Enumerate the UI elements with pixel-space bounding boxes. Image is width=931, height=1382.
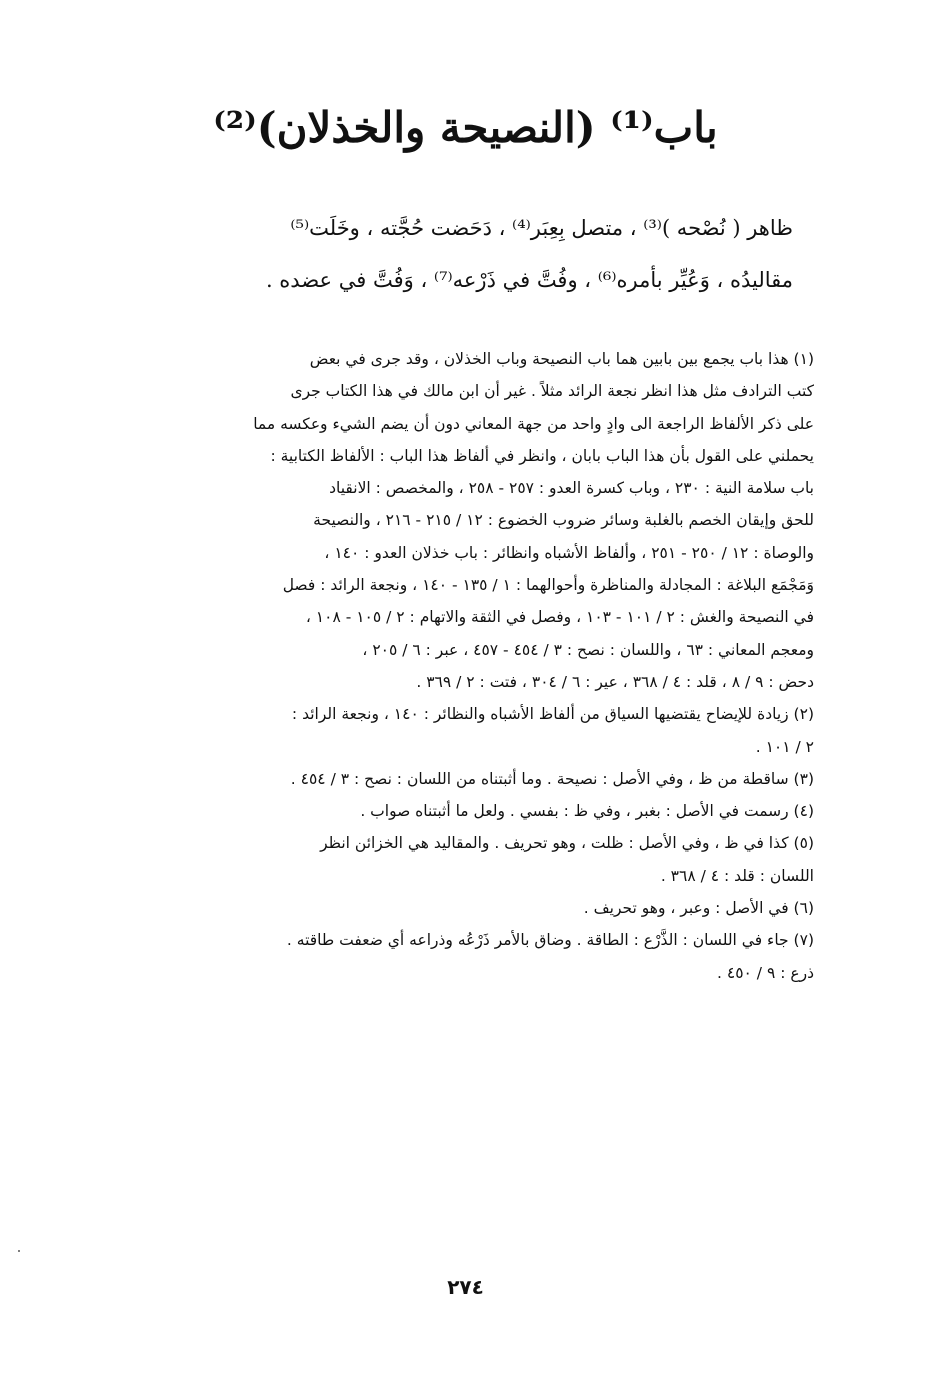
main-text-line: ظاهر ( نُصْحه )⁽³⁾ ، متصل بِعِبَر⁽⁴⁾ ، دَحَضت حُجَّته ، وخَلَت⁽⁵⁾ (290, 216, 793, 240)
footnote-line: ومعجم المعاني : ٦٣ ، واللسان : نصح : ٣ / ٤٥٤ - ٤٥٧ ، عبر : ٦ / ٢٠٥ ، (362, 640, 814, 659)
footnote-line: ٢ / ١٠١ . (755, 737, 814, 756)
page-number: ٢٧٤ (447, 1275, 484, 1299)
footnote-line: على ذكر الألفاظ الراجعة الى وادٍ واحد من جهة المعاني دون أن يضم الشيء وعكسه مما (253, 414, 814, 433)
footnote-line: يحملني على القول بأن هذا الباب بابان ، وانظر في ألفاظ هذا الباب : الألفاظ الكتابية : (270, 446, 814, 465)
footnote-line: (٦) في الأصل : وعبر ، وهو تحريف . (583, 899, 814, 918)
footnote-line: (٤) رسمت في الأصل : بغبر ، وفي ظ : بفسي . ولعل ما أثبتناه صواب . (360, 802, 814, 821)
footnotes (100, 343, 814, 989)
chapter-title: باب⁽¹⁾ (النصيحة والخذلان)⁽²⁾ (213, 103, 718, 152)
footnote-line: دحض : ٩ / ٨ ، قلد : ٤ / ٣٦٨ ، عير : ٦ / ٣٠٤ ، فتت : ٢ / ٣٦٩ . (416, 672, 814, 691)
footnote-line: وَمَجْمَع البلاغة : المجادلة والمناظرة وأحوالهما : ١ / ١٣٥ - ١٤٠ ، ونجعة الرائد : فصل (282, 576, 814, 595)
main-text (93, 202, 793, 306)
scan-speck (18, 1250, 20, 1252)
main-text-line: مقاليدُه ، وَعُيِّر بأمره⁽⁶⁾ ، وفُتَّ في ذَرْعه⁽⁷⁾ ، وَفُتَّ في عضده . (265, 268, 793, 292)
footnote-line: (٣) ساقطة من ظ ، وفي الأصل : نصيحة . وما أثبتناه من اللسان : نصح : ٣ / ٤٥٤ . (290, 769, 814, 788)
footnote-line: (٢) زيادة للإيضاح يقتضيها السياق من ألفاظ الأشباه والنظائر : ١٤٠ ، ونجعة الرائد : (291, 705, 814, 724)
footnote-line: (١) هذا باب يجمع بين بابين هما باب النصيحة وباب الخذلان ، وقد جرى في بعض (309, 350, 814, 368)
footnote-line: كتب الترادف مثل هذا انظر نجعة الرائد مثلاً . غير أن ابن مالك في هذا الكتاب جرى (290, 382, 814, 401)
footnote-line: باب سلامة النية : ٢٣٠ ، وباب كسرة العدو : ٢٥٧ - ٢٥٨ ، والمخصص : الانقياد (329, 479, 814, 498)
footnote-line: (٧) جاء في اللسان : الذَّرْع : الطاقة . وضاق بالأمر ذَرْعُه وذراعه أي ضعفت طاقته . (286, 931, 814, 950)
footnote-line: للحق وإيقان الخصم بالغلبة وسائر ضروب الخضوع : ١٢ / ٢١٥ - ٢١٦ ، والنصيحة (313, 511, 814, 530)
footnote-line: والوصاة : ١٢ / ٢٥٠ - ٢٥١ ، وألفاظ الأشباه وانظائر : باب خذلان العدو : ١٤٠ ، (324, 543, 814, 562)
footnote-line: (٥) كذا في ظ ، وفي الأصل : ظلت ، وهو تحريف . والمقاليد هي الخزائن انظر (320, 834, 814, 853)
footnote-line: ذرع : ٩ / ٤٥٠ . (717, 963, 814, 982)
footnote-line: اللسان : قلد : ٤ / ٣٦٨ . (660, 866, 814, 885)
footnote-line: في النصيحة والغش : ٢ / ١٠١ - ١٠٣ ، وفصل في الثقة والاتهام : ٢ / ١٠٥ - ١٠٨ ، (305, 608, 814, 627)
